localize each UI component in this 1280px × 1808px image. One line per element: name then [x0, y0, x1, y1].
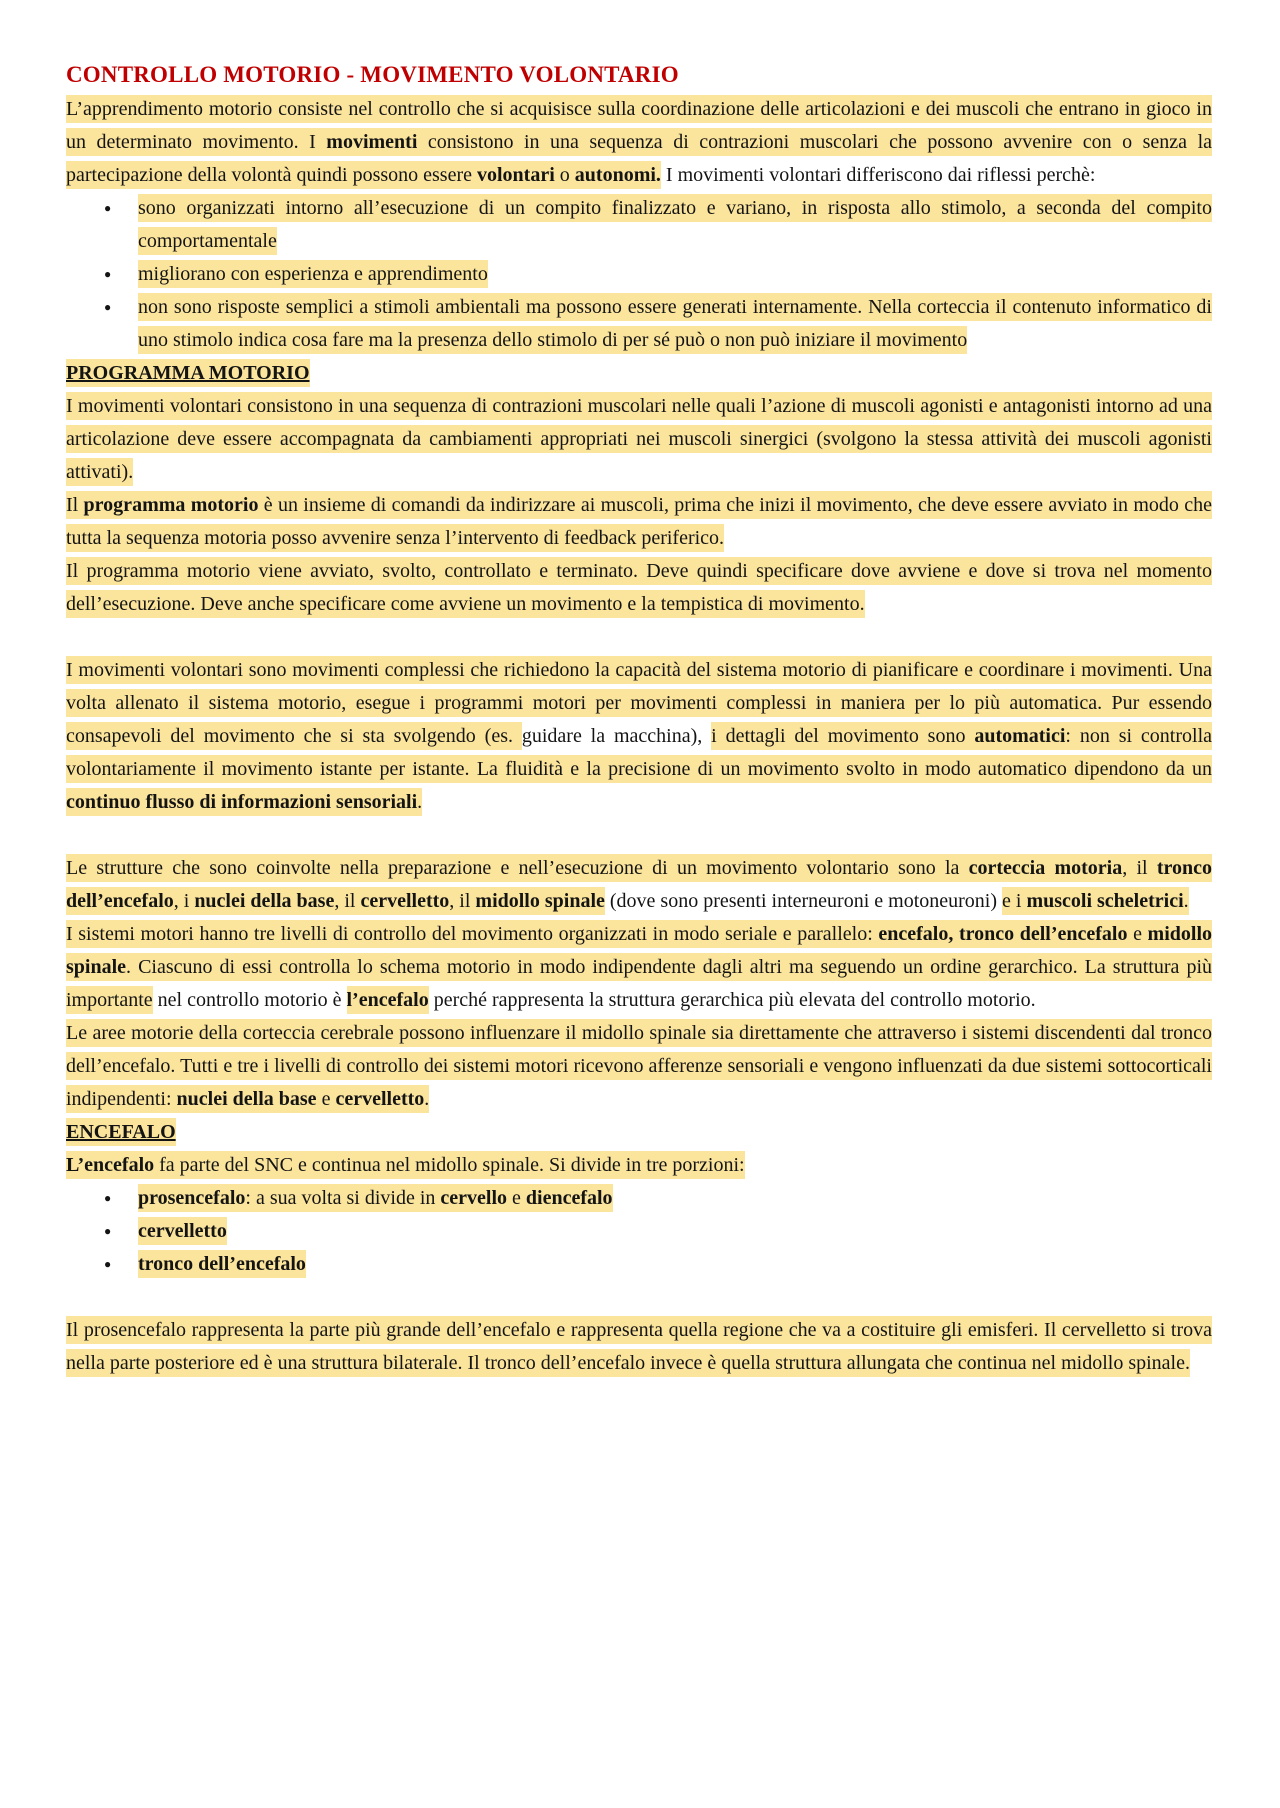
text-run: e i: [1002, 887, 1026, 915]
text-run: , il: [449, 887, 475, 915]
text-run: (dove sono presenti interneuroni e motoneuroni): [604, 890, 1003, 912]
list-item: [102, 1248, 1212, 1281]
text-run: .: [1184, 887, 1189, 915]
section-heading: [66, 1116, 1212, 1149]
document-body: [66, 93, 1212, 1380]
emphasis-text: volontari: [477, 161, 555, 189]
text-run: . Ciascuno di essi controlla lo schema motorio in modo indipendente dagli altri ma seguendo un ordine gerarchico. La struttura più importante: [66, 953, 1212, 1014]
emphasis-text: diencefalo: [526, 1184, 613, 1212]
text-run: .: [417, 788, 422, 816]
text-run: .: [424, 1085, 429, 1113]
section-heading-text: ENCEFALO: [66, 1118, 176, 1146]
emphasis-text: tronco dell’encefalo: [138, 1250, 306, 1278]
paragraph: [66, 555, 1212, 621]
text-run: Il: [66, 491, 84, 519]
text-run: e: [1127, 920, 1147, 948]
section-heading: [66, 357, 1212, 390]
paragraph: [66, 654, 1212, 819]
emphasis-text: midollo spinale: [66, 920, 1212, 981]
document-title: CONTROLLO MOTORIO - MOVIMENTO VOLONTARIO: [66, 62, 679, 87]
section-heading-text: PROGRAMMA MOTORIO: [66, 359, 310, 387]
text-run: , il: [334, 887, 360, 915]
emphasis-text: L’encefalo: [66, 1151, 154, 1179]
bullet-list: [66, 1182, 1212, 1281]
text-run: o: [555, 161, 575, 189]
text-run: : non si controlla volontariamente il movimento istante per istante. La fluidità e la precisione di un movimento svolto in modo automatico dipendono da un: [66, 722, 1212, 783]
emphasis-text: encefalo, tronco dell’encefalo: [878, 920, 1127, 948]
emphasis-text: cervello: [440, 1184, 507, 1212]
paragraph: [66, 918, 1212, 1017]
emphasis-text: nuclei della base: [194, 887, 334, 915]
emphasis-text: cervelletto: [138, 1217, 227, 1245]
text-run: fa parte del SNC e continua nel midollo spinale. Si divide in tre porzioni:: [154, 1151, 744, 1179]
text-run: Le strutture che sono coinvolte nella preparazione e nell’esecuzione di un movimento volontario sono la: [66, 854, 969, 882]
text-run: Il prosencefalo rappresenta la parte più grande dell’encefalo e rappresenta quella regione che va a costituire gli emisferi. Il cervelletto si trova nella parte posteriore ed è una struttura bilaterale. Il tronco dell’encefalo invece è quella struttura allungata che continua nel midollo spinale.: [66, 1316, 1212, 1377]
text-run: nel controllo motorio è: [152, 989, 347, 1011]
emphasis-text: movimenti: [326, 128, 417, 156]
emphasis-text: tronco dell’encefalo: [66, 854, 1212, 915]
emphasis-text: nuclei della base: [177, 1085, 317, 1113]
text-run: non sono risposte semplici a stimoli ambientali ma possono essere generati internamente. Nella corteccia il contenuto informatico di uno stimolo indica cosa fare ma la presenza dello stimolo di per sé può o non può iniziare il movimento: [138, 293, 1212, 354]
text-run: sono organizzati intorno all’esecuzione di un compito finalizzato e variano, in risposta allo stimolo, a seconda del compito comportamentale: [138, 194, 1212, 255]
list-item: [102, 192, 1212, 258]
emphasis-text: programma motorio: [84, 491, 259, 519]
emphasis-text: cervelletto: [335, 1085, 424, 1113]
paragraph: [66, 390, 1212, 489]
text-run: guidare la macchina),: [521, 725, 712, 747]
paragraph: [66, 489, 1212, 555]
list-item: [102, 1182, 1212, 1215]
emphasis-text: autonomi.: [575, 161, 661, 189]
emphasis-text: l’encefalo: [347, 986, 429, 1014]
text-run: , il: [1122, 854, 1157, 882]
paragraph: [66, 1017, 1212, 1116]
emphasis-text: corteccia motoria: [969, 854, 1123, 882]
text-run: I movimenti volontari sono movimenti complessi che richiedono la capacità del sistema motorio di pianificare e coordinare i movimenti. Una volta allenato il sistema motorio, esegue i programmi motori per movimenti complessi in maniera per lo più automatica. Pur essendo consapevoli del movimento che si sta svolgendo (es.: [66, 656, 1212, 750]
emphasis-text: midollo spinale: [475, 887, 604, 915]
text-run: , i: [174, 887, 195, 915]
paragraph: [66, 852, 1212, 918]
text-run: migliorano con esperienza e apprendimento: [138, 260, 488, 288]
list-item: [102, 1215, 1212, 1248]
paragraph: [66, 1314, 1212, 1380]
text-run: : a sua volta si divide in: [245, 1184, 440, 1212]
text-run: è un insieme di comandi da indirizzare ai muscoli, prima che inizi il movimento, che deve essere avviato in modo che tutta la sequenza motoria posso avvenire senza l’intervento di feedback periferico.: [66, 491, 1212, 552]
text-run: I sistemi motori hanno tre livelli di controllo del movimento organizzati in modo seriale e parallelo:: [66, 920, 878, 948]
text-run: I movimenti volontari consistono in una sequenza di contrazioni muscolari nelle quali l’azione di muscoli agonisti e antagonisti intorno ad una articolazione deve essere accompagnata da cambiamenti appropriati nei muscoli sinergici (svolgono la stessa attività dei muscoli agonisti attivati).: [66, 392, 1212, 486]
emphasis-text: prosencefalo: [138, 1184, 245, 1212]
text-run: I movimenti volontari differiscono dai riflessi perchè:: [660, 164, 1096, 186]
list-item: [102, 258, 1212, 291]
text-run: perché rappresenta la struttura gerarchica più elevata del controllo motorio.: [428, 989, 1036, 1011]
text-run: i dettagli del movimento sono: [711, 722, 974, 750]
text-run: Le aree motorie della corteccia cerebrale possono influenzare il midollo spinale sia direttamente che attraverso i sistemi discendenti dal tronco dell’encefalo. Tutti e tre i livelli di controllo dei sistemi motori ricevono afferenze sensoriali e vengono influenzati da due sistemi sottocorticali indipendenti:: [66, 1019, 1212, 1113]
text-run: Il programma motorio viene avviato, svolto, controllato e terminato. Deve quindi specificare dove avviene e dove si trova nel momento dell’esecuzione. Deve anche specificare come avviene un movimento e la tempistica di movimento.: [66, 557, 1212, 618]
text-run: e: [507, 1184, 526, 1212]
list-item: [102, 291, 1212, 357]
text-run: L’apprendimento motorio consiste nel controllo che si acquisisce sulla coordinazione delle articolazioni e dei muscoli che entrano in gioco in un determinato movimento. I: [66, 95, 1212, 156]
text-run: consistono in una sequenza di contrazioni muscolari che possono avvenire con o senza la partecipazione della volontà quindi possono essere: [66, 128, 1212, 189]
paragraph: [66, 93, 1212, 192]
emphasis-text: automatici: [974, 722, 1065, 750]
emphasis-text: cervelletto: [360, 887, 449, 915]
bullet-list: [66, 192, 1212, 357]
paragraph: [66, 1149, 1212, 1182]
emphasis-text: continuo flusso di informazioni sensoriali: [66, 788, 417, 816]
emphasis-text: muscoli scheletrici: [1026, 887, 1183, 915]
text-run: e: [317, 1085, 336, 1113]
